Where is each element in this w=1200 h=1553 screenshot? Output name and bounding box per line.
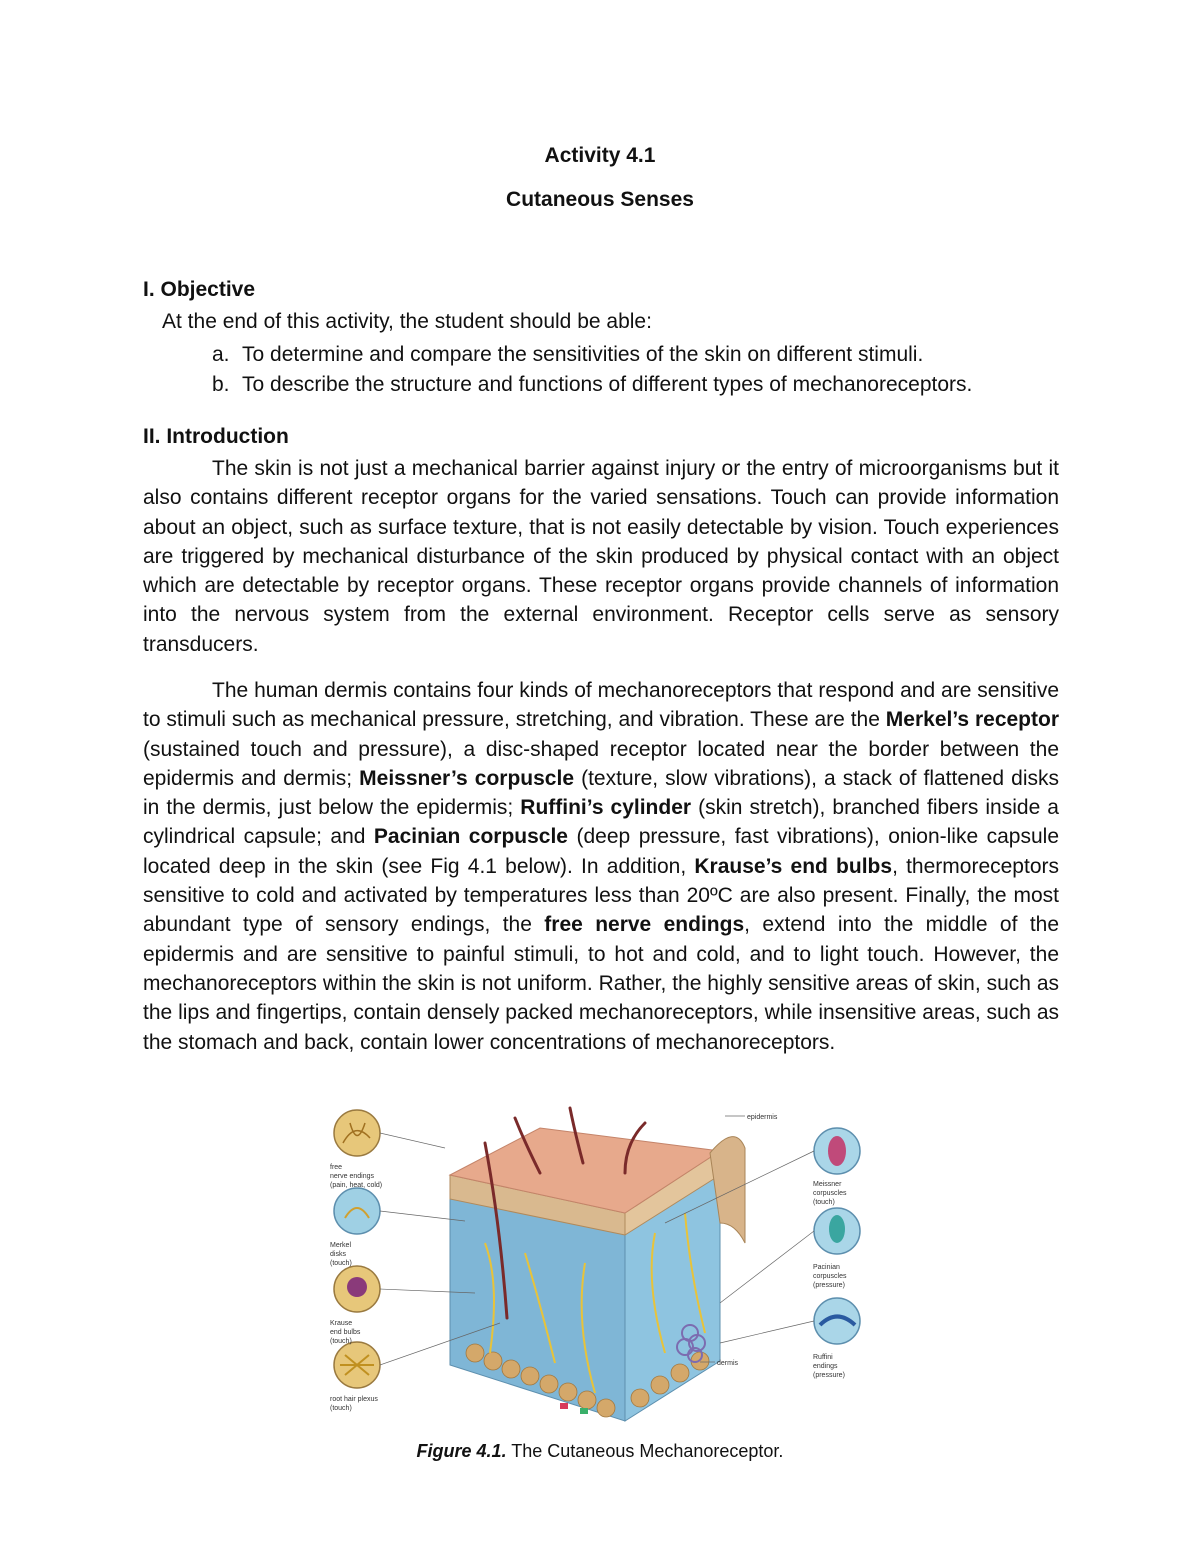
label-free-3: (pain, heat, cold) <box>330 1182 383 1189</box>
label-meissner-1: Meissner <box>813 1181 842 1188</box>
intro-paragraph-1: The skin is not just a mechanical barrier against injury or the entry of microorganisms but it also contains different receptor organs for the varied sensations. Touch can provide information about an object, such as surface texture, that is not easily detectable by vision. Touch experiences are triggered by mechanical disturbance of the skin produced by physical contact with an object which are detectable by receptor organs. These receptor organs provide channels of information into the nervous system from the external environment. Receptor cells serve as sensory transducers. <box>143 457 1059 656</box>
list-item-text: To determine and compare the sensitivities of the skin on different stimuli. <box>242 343 924 366</box>
skin-mechanoreceptor-figure <box>325 1103 895 1433</box>
list-marker: a. <box>212 343 230 366</box>
caption-text: The Cutaneous Mechanoreceptor. <box>506 1441 784 1461</box>
activity-subtitle: Cutaneous Senses <box>506 188 694 211</box>
label-ruffini-1: Ruffini <box>813 1354 833 1361</box>
vessel-marker <box>580 1408 588 1414</box>
term-free-nerve-endings: free nerve endings <box>544 913 745 937</box>
figure-caption <box>0 1441 1200 1462</box>
callout-merkel-disks <box>334 1188 465 1234</box>
objective-heading: I. Objective <box>143 278 256 301</box>
callout-free-nerve-endings <box>334 1110 445 1156</box>
dermis-front-face <box>450 1198 625 1421</box>
introduction-heading: II. Introduction <box>143 425 289 448</box>
list-item <box>212 370 972 400</box>
intro-paragraph-2 <box>143 676 1059 1057</box>
label-krause-1: Krause <box>330 1320 353 1327</box>
term-pacinian: Pacinian corpuscle <box>373 825 568 849</box>
label-meissner-3: (touch) <box>813 1199 835 1206</box>
label-merkel-2: disks <box>330 1251 346 1258</box>
label-root-1: root hair plexus <box>330 1396 378 1403</box>
text-run: (texture, slow vibrations), a stack of flattened disks in the dermis, just below the epidermis; <box>143 766 1059 820</box>
list-marker: b. <box>212 373 230 396</box>
label-krause-2: end bulbs <box>330 1329 361 1336</box>
text-run: (deep pressure, fast vibrations), onion-like capsule located deep in the skin (see Fig 4.1 below). In addition, <box>143 825 1060 878</box>
label-free-1: free <box>330 1164 343 1171</box>
label-ruffini-3: (pressure) <box>813 1372 845 1379</box>
label-ruffini-2: endings <box>813 1363 838 1370</box>
list-item-text: To describe the structure and functions of different types of mechanoreceptors. <box>242 373 973 396</box>
skin-illustration <box>325 1103 895 1433</box>
text-run: , thermoreceptors sensitive to cold and activated by temperatures less than 20ºC are also present. Finally, the most abundant type of sensory endings, the <box>143 854 1059 937</box>
label-free-2: nerve endings <box>330 1173 374 1180</box>
callout-ruffini-endings <box>720 1298 860 1344</box>
objective-lead: At the end of this activity, the student should be able: <box>162 310 652 333</box>
activity-title: Activity 4.1 <box>544 144 656 167</box>
label-root-2: (touch) <box>330 1405 352 1412</box>
label-pacinian-3: (pressure) <box>813 1282 845 1289</box>
vessel-marker <box>560 1403 568 1409</box>
label-pacinian-1: Pacinian <box>813 1264 840 1271</box>
label-pacinian-2: corpuscles <box>813 1273 847 1280</box>
label-merkel-1: Merkel <box>330 1242 352 1249</box>
text-run: , extend into the middle of the epidermis and are sensitive to painful stimuli, to hot and cold, and to light touch. However, the mechanoreceptors within the skin is not uniform. Rather, the highly sensitive areas of skin, such as the lips and fingertips, contain densely packed mechanoreceptors, while insensitive areas, such as the stomach and back, contain lower concentrations of mechanoreceptors. <box>143 913 1060 1054</box>
text-run: (sustained touch and pressure), a disc-shaped receptor located near the border between the epidermis and dermis; <box>143 737 1059 790</box>
label-epidermis: epidermis <box>747 1114 778 1121</box>
term-krause: Krause’s end bulbs <box>694 854 893 878</box>
text-run: (skin stretch), branched fibers inside a cylindrical capsule; and <box>143 796 1059 849</box>
list-item <box>212 340 972 370</box>
caption-label: Figure 4.1. <box>416 1441 507 1461</box>
label-dermis: dermis <box>717 1360 739 1367</box>
term-ruffini: Ruffini’s cylinder <box>520 796 692 820</box>
objective-list <box>212 340 972 400</box>
label-krause-3: (touch) <box>330 1338 352 1345</box>
label-merkel-3: (touch) <box>330 1260 352 1267</box>
text-run: The human dermis contains four kinds of mechanoreceptors that respond and are sensitive to stimuli such as mechanical pressure, stretching, and vibration. These are the <box>143 679 1059 732</box>
term-meissner: Meissner’s corpuscle <box>359 766 574 790</box>
label-meissner-2: corpuscles <box>813 1190 847 1197</box>
term-merkel: Merkel’s receptor <box>885 708 1060 732</box>
